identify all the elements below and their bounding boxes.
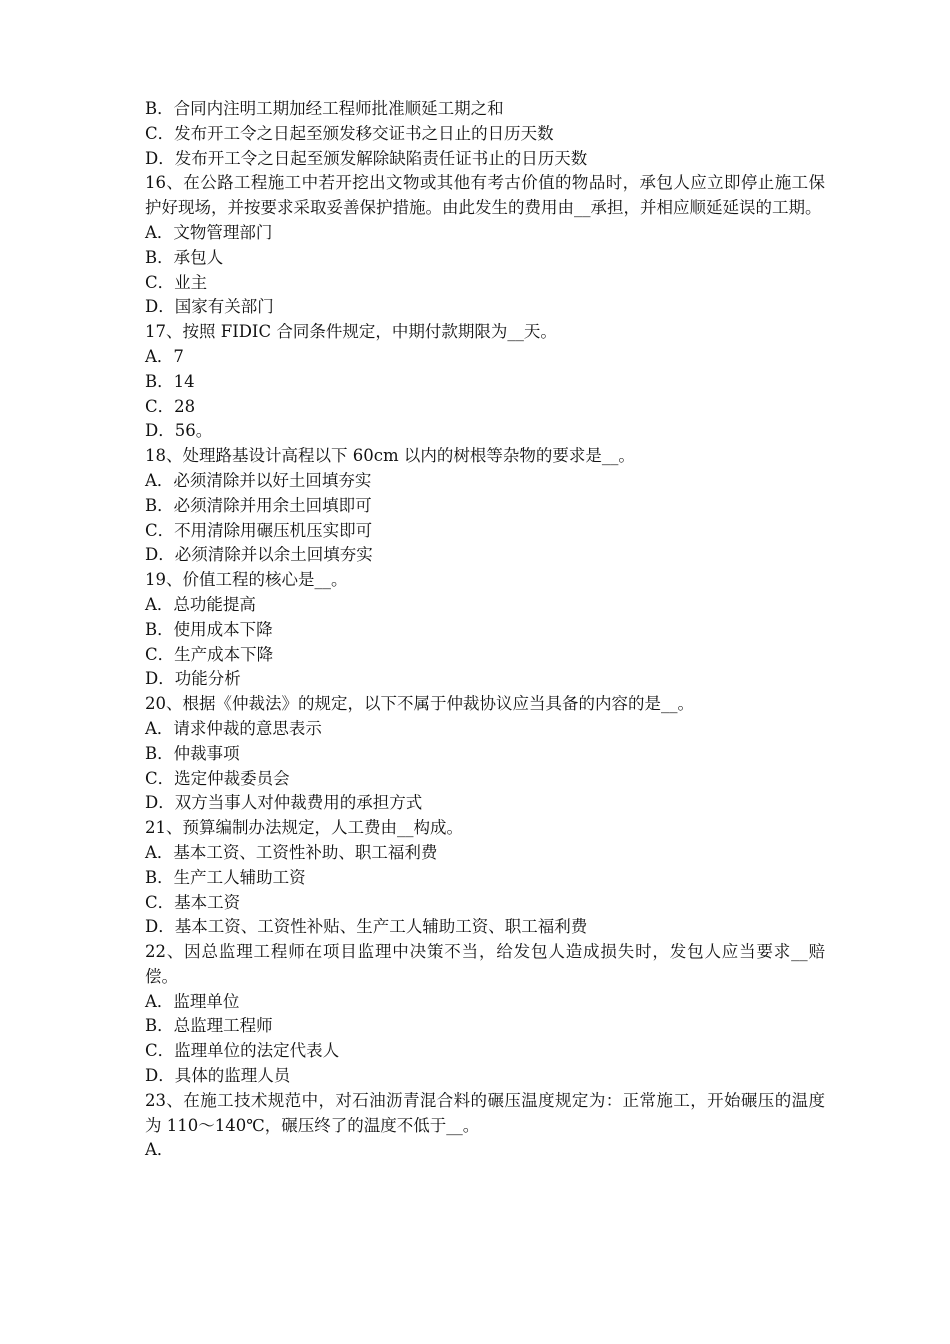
- option-text: B．使用成本下降: [145, 619, 273, 639]
- option-text: C．业主: [145, 272, 208, 292]
- option-text: A．文物管理部门: [145, 222, 273, 242]
- question-text: 16、在公路工程施工中若开挖出文物或其他有考古价值的物品时，承包人应立即停止施工保护好现场，并按要求采取妥善保护措施。由此发生的费用由__承担，并相应顺延延误的工期。: [145, 173, 825, 218]
- option-text: A．总功能提高: [145, 594, 256, 614]
- option-text: B．总监理工程师: [145, 1016, 273, 1036]
- option-text: D．双方当事人对仲裁费用的承担方式: [145, 793, 423, 813]
- option-text: A．: [145, 1140, 174, 1160]
- option-text: A．请求仲裁的意思表示: [145, 718, 322, 738]
- document-page: [145, 97, 825, 1163]
- option-text: C．不用清除用碾压机压实即可: [145, 520, 373, 540]
- option-text: A．监理单位: [145, 991, 240, 1011]
- question-text: 19、价值工程的核心是__。: [145, 570, 348, 590]
- option-text: B．必须清除并用余土回填即可: [145, 495, 372, 515]
- option-text: D．基本工资、工资性补贴、生产工人辅助工资、职工福利费: [145, 917, 588, 937]
- option-text: D．功能分析: [145, 669, 241, 689]
- option-text: C．28: [145, 396, 196, 416]
- option-text: D．必须清除并以余土回填夯实: [145, 545, 373, 565]
- option-text: D．56。: [145, 421, 213, 441]
- option-text: B．生产工人辅助工资: [145, 867, 306, 887]
- option-text: C．生产成本下降: [145, 644, 274, 664]
- question-text: 17、按照 FIDIC 合同条件规定，中期付款期限为__天。: [145, 322, 557, 342]
- option-text: C．监理单位的法定代表人: [145, 1041, 340, 1061]
- option-text: B．合同内注明工期加经工程师批准顺延工期之和: [145, 99, 504, 118]
- question-text: 22、因总监理工程师在项目监理中决策不当，给发包人造成损失时，发包人应当要求__赔偿。: [145, 942, 825, 986]
- option-text: A．7: [145, 346, 184, 366]
- question-text: 23、在施工技术规范中，对石油沥青混合料的碾压温度规定为：正常施工，开始碾压的温度为 110～140℃，碾压终了的温度不低于__。: [145, 1090, 825, 1135]
- option-text: B．14: [145, 371, 195, 391]
- option-text: C．选定仲裁委员会: [145, 768, 290, 788]
- question-text: 20、根据《仲裁法》的规定，以下不属于仲裁协议应当具备的内容的是__。: [145, 694, 694, 714]
- option-text: D．具体的监理人员: [145, 1066, 291, 1086]
- question-text: 18、处理路基设计高程以下 60cm 以内的树根等杂物的要求是__。: [145, 446, 635, 466]
- option-text: B．仲裁事项: [145, 743, 240, 763]
- option-text: A．基本工资、工资性补助、职工福利费: [145, 842, 438, 862]
- option-text: C．基本工资: [145, 892, 241, 912]
- option-text: D．发布开工令之日起至颁发解除缺陷责任证书止的日历天数: [145, 148, 588, 168]
- option-text: A．必须清除并以好土回填夯实: [145, 470, 372, 490]
- question-text: 21、预算编制办法规定，人工费由__构成。: [145, 818, 463, 838]
- option-text: D．国家有关部门: [145, 297, 274, 317]
- option-text: B．承包人: [145, 247, 224, 267]
- option-text: C．发布开工令之日起至颁发移交证书之日止的日历天数: [145, 123, 554, 143]
